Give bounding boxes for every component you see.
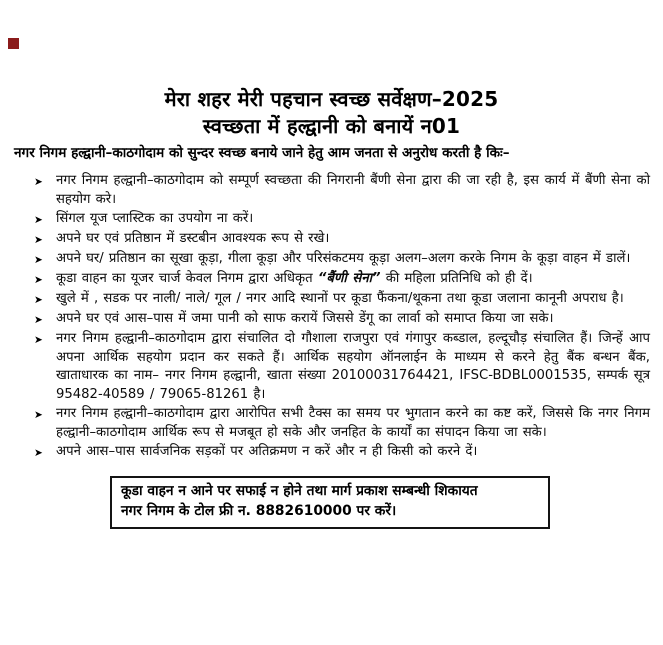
bullet-text: नगर निगम हल्द्वानी–काठगोदाम द्वारा आरोपित सभी टैक्स का समय पर भुगतान करने का कष्ट करें, जिससे कि नगर निगम हल्द्वानी–काठगोदाम आर्थिक रूप से मजबूत हो सके और जनहित के कार्यों का संपादन किया जा सके।: [56, 406, 650, 440]
notice-line-2: नगर निगम के टोल फ्री न. 8882610000 पर करें।: [121, 502, 397, 519]
list-item: [34, 250, 650, 269]
bullet-text-suffix: की महिला प्रतिनिधि को ही दें।: [380, 271, 533, 286]
list-item: [34, 270, 650, 289]
arrow-bullet-icon: ➤: [34, 233, 43, 246]
bullet-text: अपने आस–पास सार्वजनिक सड़कों पर अतिक्रमण न करें और न ही किसी को करने दें।: [56, 444, 478, 459]
list-item: [34, 310, 650, 329]
arrow-bullet-icon: ➤: [34, 293, 43, 306]
bullet-text-prefix: कूडा वाहन का यूजर चार्ज केवल निगम द्वारा अधिकृत: [56, 271, 318, 286]
bullet-text: सिंगल यूज प्लास्टिक का उपयोग ना करें।: [56, 211, 254, 226]
list-item: [34, 230, 650, 249]
bullet-text: नगर निगम हल्द्वानी–काठगोदाम को सम्पूर्ण स्वच्छता की निगरानी बैंणी सेना द्वारा की जा रही है, इस कार्य में बैंणी सेना को सहयोग करे।: [56, 173, 650, 207]
complaint-notice-box: [110, 476, 550, 529]
arrow-bullet-icon: ➤: [34, 408, 43, 421]
arrow-bullet-icon: ➤: [34, 213, 43, 226]
baini-sena-emphasis: “बैंणी सेना”: [317, 271, 381, 286]
notice-line-1: कूडा वाहन न आने पर सफाई न होने तथा मार्ग प्रकाश सम्बन्धी शिकायत: [121, 483, 478, 499]
list-item: [34, 443, 650, 462]
arrow-bullet-icon: ➤: [34, 273, 43, 286]
bullet-text: अपने घर एवं आस–पास में जमा पानी को साफ करायें जिससे डेंगू का लार्वा को समाप्त किया जा सके।: [56, 311, 554, 326]
arrow-bullet-icon: ➤: [34, 333, 43, 346]
intro-line: नगर निगम हल्द्वानी–काठगोदाम को सुन्दर स्वच्छ बनाये जाने हेतु आम जनता से अनुरोध करती है किः–: [14, 145, 510, 161]
bullet-text: खुले में , सडक पर नाली/ नाले/ गूल / नगर आदि स्थानों पर कूडा फैंकना/थूकना तथा कूडा जलाना कानूनी अपराध है।: [56, 291, 624, 306]
corner-red-square: [8, 38, 19, 49]
arrow-bullet-icon: ➤: [34, 253, 43, 266]
list-item: [34, 290, 650, 309]
bullet-text: अपने घर/ प्रतिष्ठान का सूखा कूड़ा, गीला कूड़ा और परिसंकटमय कूड़ा अलग–अलग करके निगम के कूड़ा वाहन में डालें।: [56, 251, 631, 266]
arrow-bullet-icon: ➤: [34, 175, 43, 188]
bullet-text: [56, 270, 650, 289]
list-item: [34, 405, 650, 442]
arrow-bullet-icon: ➤: [34, 313, 43, 326]
bullet-text: नगर निगम हल्द्वानी–काठगोदाम द्वारा संचालित दो गौशाला राजपुरा एवं गंगापुर कब्डाल, हल्दूचौड़ संचालित हैं। जिन्हें आप अपना आर्थिक सहयोग प्रदान कर सकते हैं। आर्थिक सहयोग ऑनलाईन के माध्यम से करने हेतु बैंक बन्धन बैंक, खाताधारक का नाम– नगर निगम हल्द्वानी, खाता संख्या 20100031764421, IFSC-BDBL0001535, सम्पर्क सूत्र 95482-40589 / 79065-81261 है।: [56, 331, 650, 402]
page-title: मेरा शहर मेरी पहचान स्वच्छ सर्वेक्षण–2025: [164, 87, 499, 111]
list-item: [34, 172, 650, 209]
document-header: [0, 0, 663, 140]
bullet-list: [34, 172, 650, 462]
bullet-text: अपने घर एवं प्रतिष्ठान में डस्टबीन आवश्यक रूप से रखे।: [56, 231, 330, 246]
list-item: [34, 330, 650, 404]
arrow-bullet-icon: ➤: [34, 446, 43, 459]
list-item: [34, 210, 650, 229]
page-subtitle: स्वच्छता में हल्द्वानी को बनायें न01: [202, 114, 461, 138]
